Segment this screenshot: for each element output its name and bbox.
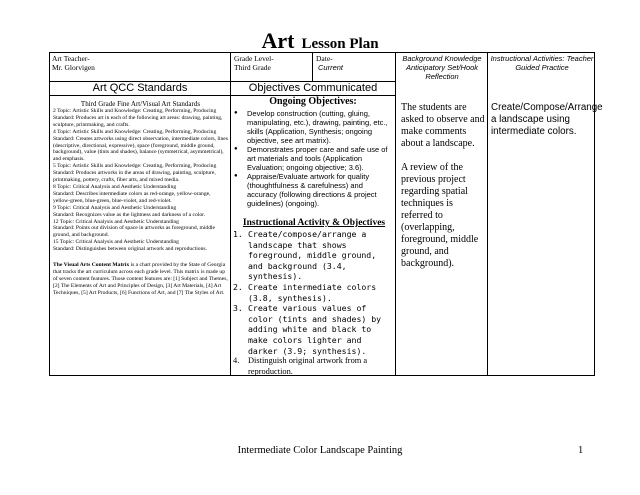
standards-title: Third Grade Fine Art/Visual Art Standards <box>80 100 201 108</box>
divider <box>312 53 313 81</box>
grade-value: Third Grade <box>234 63 271 72</box>
standards-heading: Art QCC Standards <box>92 82 188 94</box>
lesson-plan-table <box>49 52 603 376</box>
background-knowledge-cell <box>401 102 485 270</box>
matrix-text: is a chart provided by the State of Georgia that tracks the art curriculum across each grade level. This matrix is made up of seven content features. Those content features are: [1] Subject and Themes, [2] The Elements of Art and Principles of Design, [3] Art Materials, [4] Art Techniques, [5] Art Products, [6] Functions of Art, and [7] The Styles of Art. <box>53 262 228 296</box>
background-knowledge-heading: Background Knowledge Anticipatory Set/Hook Reflection <box>402 54 482 81</box>
item-number: 1. <box>233 229 243 239</box>
content-matrix-note <box>53 262 228 297</box>
objective-item: ● Demonstrates proper care and safe use of art materials and tools (Application Evaluation; ongoing objective; 3.6). <box>233 145 393 172</box>
item-number: 3. <box>233 303 243 314</box>
instructional-title: Instructional Activity & Objectives <box>242 218 386 228</box>
teacher-cell <box>52 54 228 72</box>
lesson-plan-title <box>0 30 640 52</box>
item-number: 4. <box>233 356 240 366</box>
anticipatory-set-text: The students are asked to observe and make comments about a landscape. <box>401 102 485 149</box>
standard-line: 4 Topic: Artistic Skills and Knowledge: Creating, Performing, Producing <box>53 128 217 135</box>
item-text: Create intermediate colors (3.8, synthesis). <box>248 281 377 303</box>
page-number: 1 <box>578 445 584 456</box>
objectives-list <box>233 109 393 208</box>
standard-line: 8 Topic: Critical Analysis and Aesthetic Understanding <box>53 183 177 190</box>
objective-item: ● Appraise/Evaluate artwork for quality (thoughtfulness & carefulness) and accuracy (following directions & project guidelines) (ongoing). <box>233 172 393 208</box>
standard-line: 12 Topic: Critical Analysis and Aesthetic Understanding <box>53 218 179 225</box>
standard-line: 2 Topic: Artistic Skills and Knowledge: Creating, Performing, Producing <box>53 108 217 114</box>
standard-line: Standard: Produces artworks in the areas of drawing, painting, sculpture, printmaking, pottery, crafts, fiber arts, and mixed media. <box>53 170 216 184</box>
item-number: 2. <box>233 281 243 292</box>
footer-title: Intermediate Color Landscape Painting <box>237 445 403 456</box>
item-text: Distinguish original artwork from a reproduction. <box>248 356 368 376</box>
objective-item: ● Develop construction (cutting, gluing, manipulating, etc.), drawing, painting, etc., skills (Application, Synthesis; ongoing objective, see art matrix). <box>233 109 393 145</box>
standard-line: Standard: Describes intermediate colors as red-orange, yellow-orange, yellow-green, blue-green, blue-violet, and red-violet. <box>53 190 211 204</box>
ongoing-objectives-title: Ongoing Objectives: <box>269 96 357 107</box>
teacher-name: Mr. Glorvigen <box>52 63 95 72</box>
standard-line: Standard: Distinguishes between original artwork and reproductions. <box>53 246 207 253</box>
date-label: Date- <box>316 54 333 63</box>
standard-line: Standard: Points out division of space in artworks as foreground, middle ground, and background. <box>53 225 216 239</box>
date-cell <box>316 54 394 72</box>
instructional-item <box>233 356 395 377</box>
instructional-list <box>233 229 395 377</box>
divider <box>395 53 396 375</box>
title-main: Art <box>261 28 295 53</box>
instructional-item <box>233 303 395 356</box>
grade-cell <box>234 54 310 72</box>
teacher-label: Art Teacher- <box>52 54 90 63</box>
instructional-item <box>233 229 395 282</box>
standard-line: Standard: Recognizes value as the lightness and darkness of a color. <box>53 211 206 218</box>
standard-line: Standard: Produces art in each of the following art areas: drawing, painting, sculpture, printmaking, and crafts. <box>53 114 223 128</box>
guided-practice-cell <box>491 102 603 138</box>
divider <box>487 53 488 375</box>
standards-cell <box>53 100 228 297</box>
item-text: Create various values of color (tints and shades) by adding white and black to make colors lighter and darker (3.9; synthesis). <box>248 303 382 356</box>
instructional-cell <box>233 217 395 377</box>
divider <box>230 53 231 375</box>
grade-label: Grade Level- <box>234 54 274 63</box>
standard-line: 5 Topic: Artistic Skills and Knowledge: Creating, Performing, Producing <box>53 163 217 170</box>
matrix-bold: The Visual Arts Content Matrix <box>53 262 130 269</box>
instructional-item <box>233 282 395 303</box>
standard-line: 15 Topic: Critical Analysis and Aesthetic Understanding <box>53 239 179 246</box>
item-text: Create/compose/arrange a landscape that shows foreground, middle ground, and background (3.4, synthesis). <box>248 229 377 282</box>
instructional-activities-heading: Instructional Activities: Teacher Guided Practice <box>490 54 594 72</box>
standard-line: Standard: Creates artworks using direct observation, intermediate colors, lines (descriptive, directional, expressive), space (foreground, middle ground, background), value (tints and shades), balance (symmetrical, asymmetrical), and emphasis. <box>53 135 228 163</box>
guided-practice-text: Create/Compose/Arrange a landscape using intermediate colors. <box>491 102 603 137</box>
date-value: Current <box>318 63 344 72</box>
standard-line: 9 Topic: Critical Analysis and Aesthetic Understanding <box>53 204 177 211</box>
objectives-heading: Objectives Communicated <box>248 82 378 94</box>
reflection-text: A review of the previous project regarding spatial techniques is referred to (overlapping, foreground, middle ground, and background). <box>401 162 479 269</box>
title-sub: Lesson Plan <box>301 36 379 52</box>
objectives-cell <box>233 96 393 208</box>
